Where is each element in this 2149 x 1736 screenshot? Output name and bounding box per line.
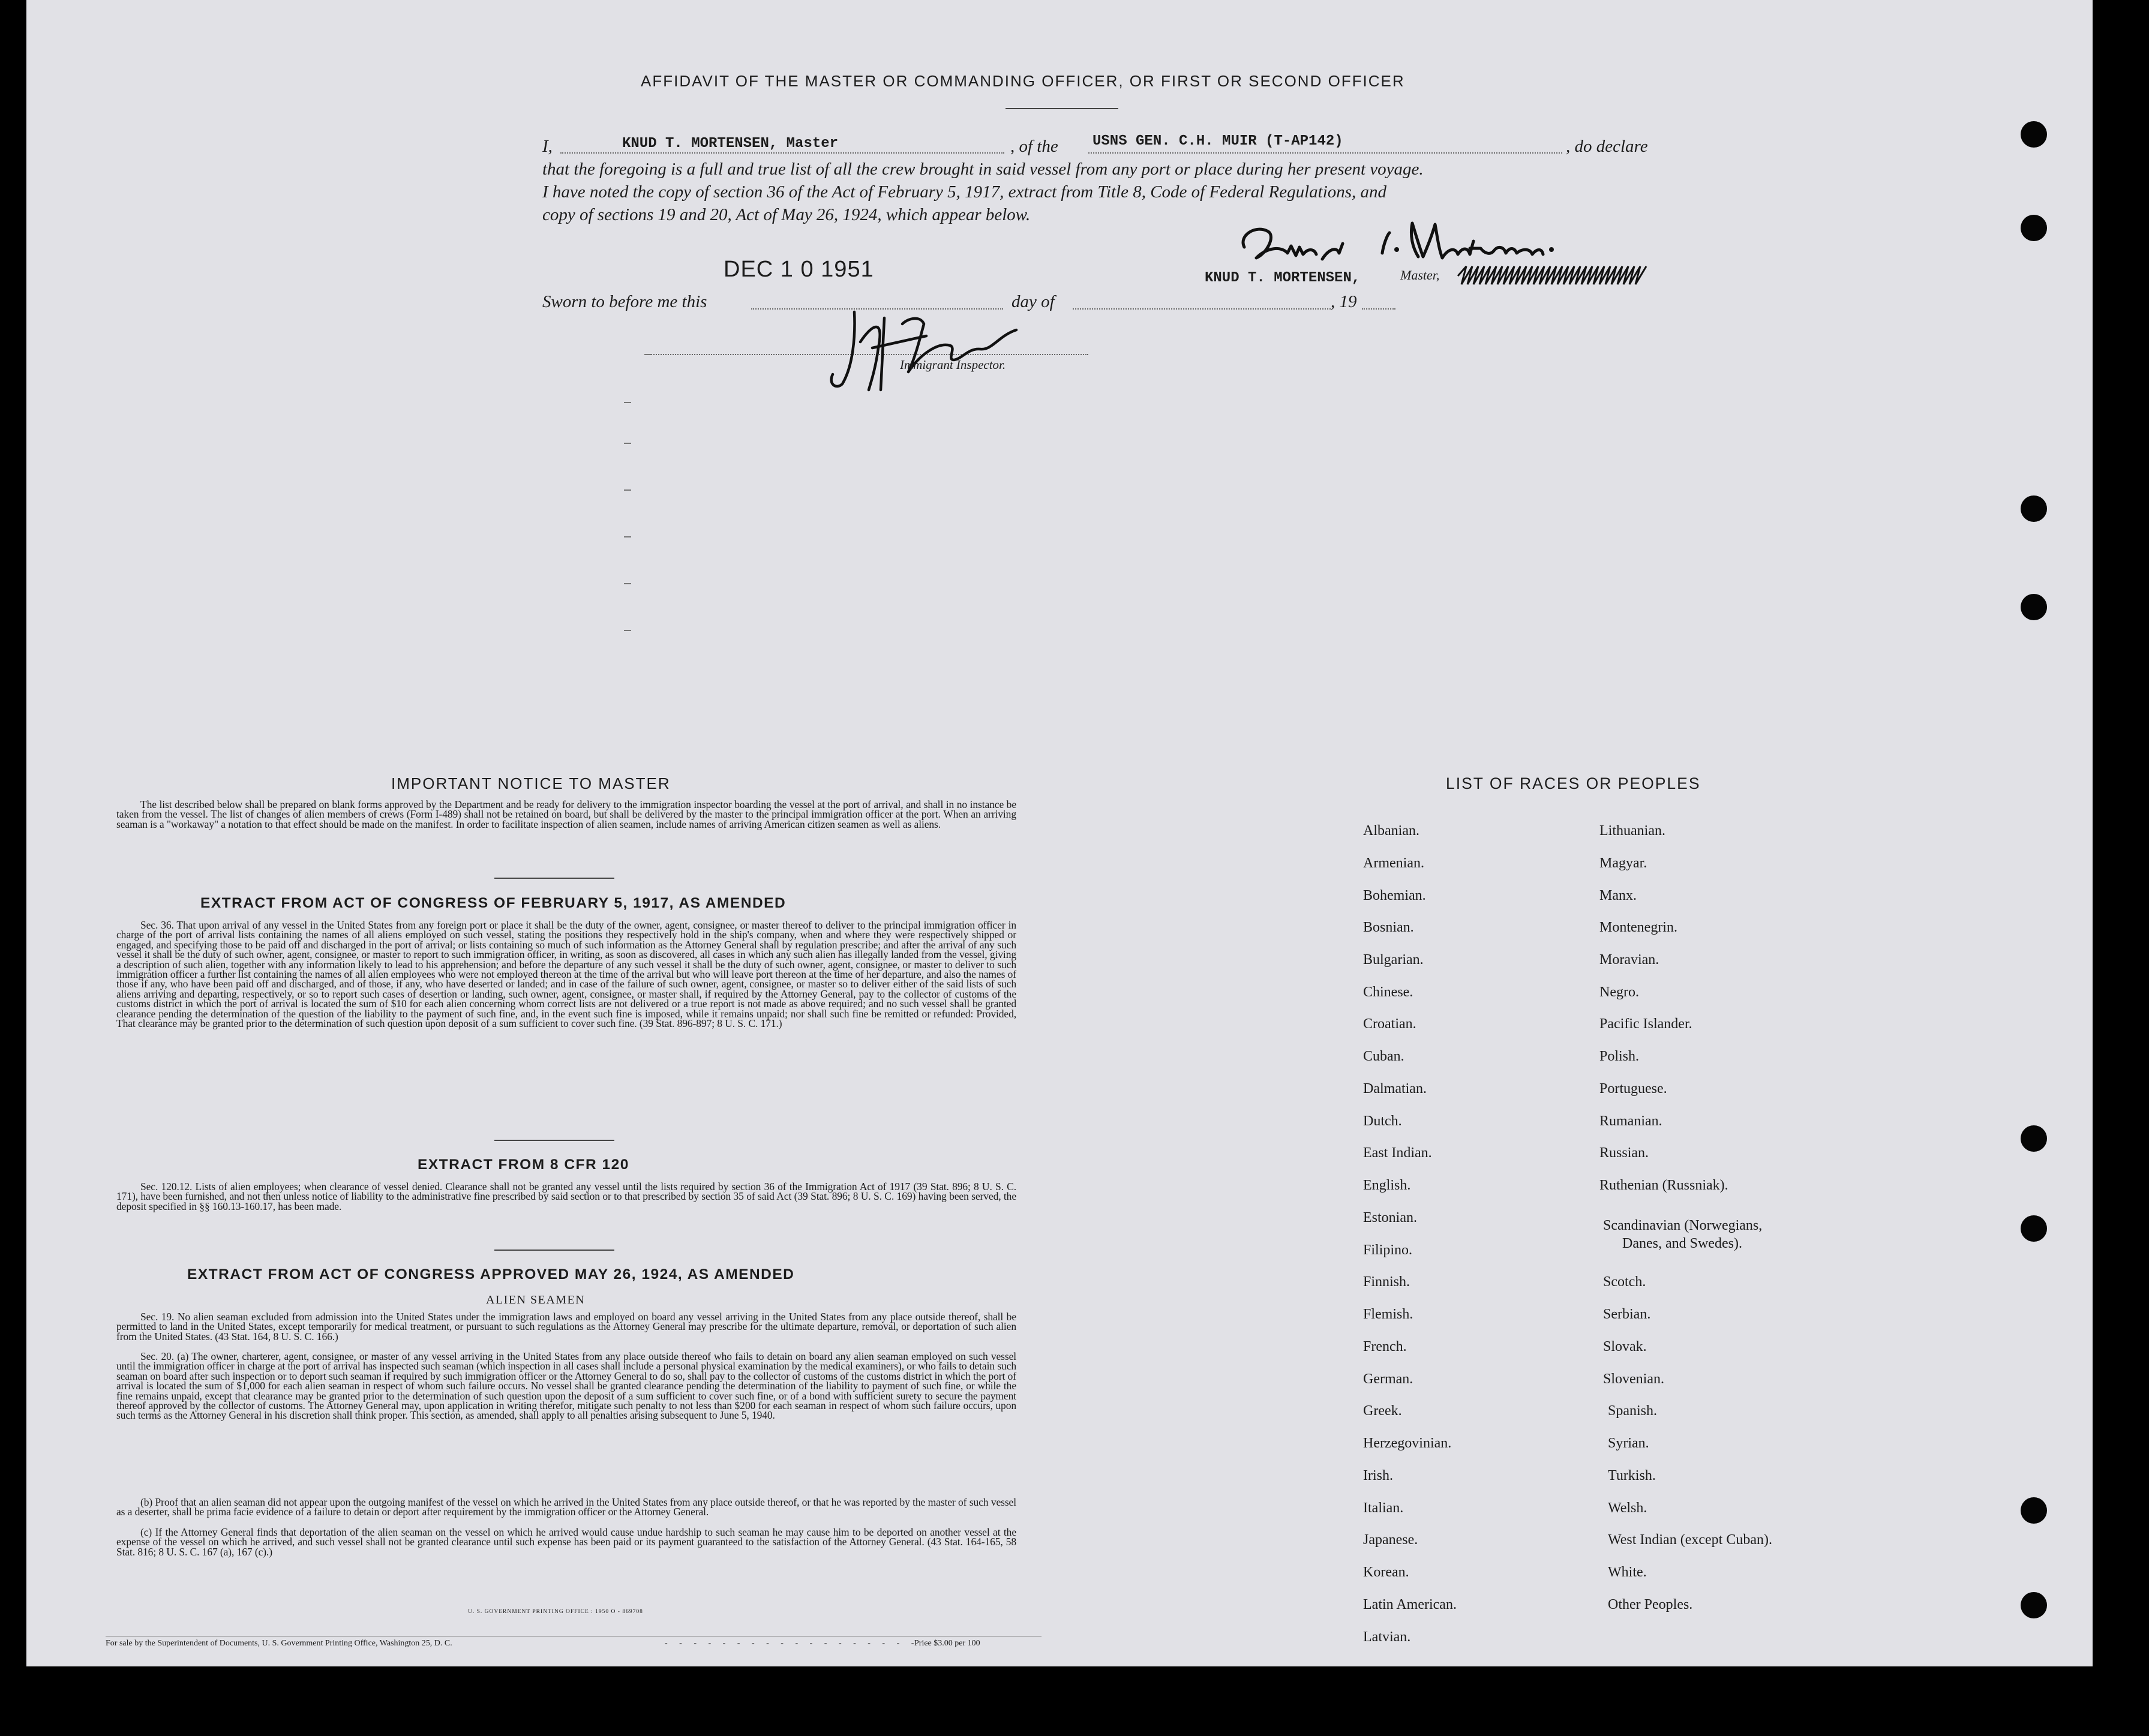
race-right-item: Manx. — [1599, 888, 1637, 903]
race-right-item: Lithuanian. — [1599, 823, 1665, 839]
race-left-item: Finnish. — [1363, 1274, 1410, 1290]
race-right-item: Ruthenian (Russniak). — [1599, 1178, 1728, 1193]
race-right-item: Montenegrin. — [1599, 920, 1677, 935]
punch-hole — [2021, 495, 2047, 522]
race-right-item: West Indian (except Cuban). — [1608, 1532, 1772, 1548]
race-right-item: Spanish. — [1608, 1403, 1658, 1419]
affidavit-title: AFFIDAVIT OF THE MASTER OR COMMANDING OFFICER, OR FIRST OR SECOND OFFICER — [641, 72, 1405, 90]
punch-hole — [2021, 1215, 2047, 1242]
struck-text — [1457, 264, 1661, 288]
notice-text: The list described below shall be prepared on blank forms approved by the Department and be ready for delivery to the immigration inspector boarding the vessel at the port of arrival, and shall in no instance be taken from the vessel. The list of changes of alien members of crews (Form I-489) shall not be retained on board, but shall be delivered by the master to the principal immigration officer at the port. When an arriving seaman is a "workaway" a notation to that effect should be made on the manifest. In order to facilitate inspection of alien seamen, include names of arriving American citizen seamen as well as aliens. — [116, 798, 1016, 830]
race-left-item: Irish. — [1363, 1468, 1393, 1483]
race-right-item: Slovenian. — [1603, 1371, 1664, 1387]
extract-cfr-text: Sec. 120.12. Lists of alien employees; when clearance of vessel denied. Clearance shall not be granted any vessel until the lists required by section 36 of the Immigration Act of 1917 (39 Stat. 896; 8 U. S. C. 171), have been furnished, and not then unless notice of liability to the administrative fine prescribed by said section or to that prescribed by section 35 of said Act (39 Stat. 896; 8 U. S. C. 169) having been served, the deposit specified in §§ 160.13-160.17, has been made. — [116, 1181, 1016, 1212]
race-left-item: Herzegovinian. — [1363, 1435, 1452, 1451]
race-left-item: Dutch. — [1363, 1113, 1402, 1129]
punch-hole — [2021, 121, 2047, 148]
do-declare-label: , do declare — [1566, 137, 1648, 156]
race-left-item: Croatian. — [1363, 1016, 1416, 1032]
master-name-field[interactable]: KNUD T. MORTENSEN, Master — [622, 136, 839, 152]
race-left-item: Bohemian. — [1363, 888, 1426, 903]
extract-cfr-title: EXTRACT FROM 8 CFR 120 — [418, 1157, 629, 1173]
race-right-item: White. — [1608, 1564, 1647, 1580]
inspector-label: Immigrant Inspector. — [900, 358, 1006, 372]
race-left-item: East Indian. — [1363, 1145, 1432, 1161]
race-right-item: Serbian. — [1603, 1306, 1651, 1322]
race-left-item: Bulgarian. — [1363, 952, 1424, 968]
race-left-item: Albanian. — [1363, 823, 1419, 839]
race-right-item: Syrian. — [1608, 1435, 1649, 1451]
race-left-item: Dalmatian. — [1363, 1081, 1427, 1097]
declaration-line-2: that the foregoing is a full and true list of all the crew brought in said vessel from any port or place during her present voyage. — [542, 160, 1424, 179]
race-left-item: German. — [1363, 1371, 1413, 1387]
title-divider — [1006, 108, 1118, 109]
year-label: , 19 — [1331, 292, 1357, 311]
punch-hole — [2021, 1592, 2047, 1618]
extract-1917-text: Sec. 36. That upon arrival of any vessel in the United States from any foreign port or place it shall be the duty of the owner, agent, consignee, or master thereof to deliver to the principal immigration officer in charge of the port of arrival lists containing the names of all aliens employed on such vessel, stating the positions they respectively hold in the ship's company, when and where they were respectively shipped or engaged, and specifying those to be paid off and discharged in the port of arrival; or lists containing so much of such information as the Attorney General shall by regulation prescribe; and after the arrival of any such vessel it shall be the duty of such owner, agent, consignee, or master to report to such immigration officer, in writing, as soon as discovered, all cases in which any such alien has illegally landed from the vessel, giving a description of such alien, together with any information likely to lead to his apprehension; and before the departure of any such vessel it shall be the duty of such owner, agent, consignee, or master to deliver to such immigration officer a further list containing the names of all alien employees who were not employed thereon at the time of the arrival but who will leave port thereon at the time of her departure, and also the names of those if any, who have been paid off and discharged, and of those, if any, who have deserted or landed; and in case of the failure of such owner, agent, consignee, or master so to deliver either of the said lists of such aliens arriving and departing, respectively, or so to report such cases of desertion or landing, such owner, agent, consignee, or master shall, if required by the Attorney General, pay to the collector of customs of the customs district in which the port of arrival is located the sum of $10 for each alien concerning whom correct lists are not delivered or a true report is not made as above required; and no such vessel shall be granted clearance pending the determination of the question of the liability to the payment of such fine, and, in the event such fine is imposed, while it remains unpaid; nor shall such fine be remitted or refunded: Provided, That clearance may be granted prior to the determination of such question upon deposit of a sum sufficient to cover such fine. (39 Stat. 896-897; 8 U. S. C. 171.) — [116, 919, 1016, 1030]
race-right-item: Other Peoples. — [1608, 1597, 1693, 1612]
extract-1917-title: EXTRACT FROM ACT OF CONGRESS OF FEBRUARY 5, 1917, AS AMENDED — [200, 895, 787, 911]
punch-hole — [2021, 594, 2047, 620]
race-left-item: Armenian. — [1363, 855, 1424, 871]
inspector-signature — [818, 300, 1022, 396]
race-left-item: Korean. — [1363, 1564, 1409, 1580]
extract-1924-sec20c: (c) If the Attorney General finds that deportation of the alien seaman on the vessel on which he arrived would cause undue hardship to such seaman he may cause him to be deported on another vessel at the expense of the vessel on which he arrived, and such vessel shall not be granted clearance until such expense has been paid or its payment guaranteed to the satisfaction of the Attorney General. (43 Stat. 164-165, 58 Stat. 816; 8 U. S. C. 167 (a), 167 (c).) — [116, 1526, 1016, 1558]
race-right-item: Scandinavian (Norwegians, — [1603, 1218, 1763, 1233]
race-right-item: Moravian. — [1599, 952, 1659, 968]
race-right-item: Polish. — [1599, 1049, 1640, 1064]
price-notice: Price $3.00 per 100 — [914, 1639, 980, 1648]
race-right-item: Negro. — [1599, 984, 1639, 1000]
vessel-name-field[interactable]: USNS GEN. C.H. MUIR (T-AP142) — [1092, 133, 1343, 149]
extract-1924-sec20b: (b) Proof that an alien seaman did not appear upon the outgoing manifest of the vessel on which he arrived in the United States from any place outside thereof, or that he was reported by the master of such vessel as a deserter, shall be prima facie evidence of a failure to detain or deport after requirement by the immigration officer or the Attorney General. — [116, 1496, 1016, 1518]
race-right-item: Slovak. — [1603, 1339, 1647, 1354]
of-the-label: , of the — [1010, 137, 1058, 156]
punch-hole — [2021, 1497, 2047, 1524]
race-left-item: Greek. — [1363, 1403, 1402, 1419]
race-right-item: Russian. — [1599, 1145, 1649, 1161]
race-left-item: Latin American. — [1363, 1597, 1457, 1612]
date-stamp: DEC 1 0 1951 — [724, 257, 874, 282]
extract-1924-title: EXTRACT FROM ACT OF CONGRESS APPROVED MAY 26, 1924, AS AMENDED — [187, 1266, 795, 1283]
sale-notice: For sale by the Superintendent of Documents, U. S. Government Printing Office, Washington 25, D. C. — [106, 1639, 452, 1648]
alien-seamen-subtitle: ALIEN SEAMEN — [486, 1293, 586, 1306]
extract-1924-sec19: Sec. 19. No alien seaman excluded from admission into the United States under the immigration laws and employed on board any vessel arriving in the United States from any place outside thereof, shall be permitted to land in the United States, except temporarily for medical treatment, or pursuant to such regulations as the Attorney General may prescribe for the ultimate departure, removal, or deportation of such alien from the United States. (43 Stat. 164, 8 U. S. C. 166.) — [116, 1311, 1016, 1342]
race-left-item: Cuban. — [1363, 1049, 1404, 1064]
race-right-item: Turkish. — [1608, 1468, 1656, 1483]
signer-title: Master, — [1400, 268, 1440, 283]
extract-1924-sec20a: Sec. 20. (a) The owner, charterer, agent, consignee, or master of any vessel arriving in the United States from any place outside thereof who fails to detain on board any alien seaman employed on such vessel until the immigration officer in charge at the port of arrival has inspected such seaman (which inspection in all cases shall include a personal physical examination by the medical examiners), or who fails to detain such seaman on board after such inspection or to deport such seaman if required by such immigration officer or the Attorney General to do so, shall pay to the collector of customs of the customs district in which the port of arrival is located the sum of $1,000 for each alien seaman in respect of whom such failure occurs. No vessel shall be granted clearance pending the determination of the liability to payment of such fine, or while the fine remains unpaid, except that clearance may be granted prior to the determination of such question upon the deposit of a sum sufficient to cover such fine, or of a bond with sufficient surety to secure the payment thereof approved by the collector of customs. The Attorney General may, upon application in writing therefor, mitigate such penalty to not less than $200 for each seaman in respect of whom such failure occurs, upon such terms as the Attorney General in his discretion shall think proper. This section, as amended, shall apply to all penalties arising subsequent to June 5, 1940. — [116, 1350, 1016, 1422]
race-right-item: Scotch. — [1603, 1274, 1646, 1290]
race-left-item: Chinese. — [1363, 984, 1413, 1000]
race-right-item: Magyar. — [1599, 855, 1647, 871]
race-left-item: Flemish. — [1363, 1306, 1413, 1322]
race-right-item: Welsh. — [1608, 1500, 1647, 1516]
race-left-item: Bosnian. — [1363, 920, 1414, 935]
sale-dashes: - - - - - - - - - - - - - - - - - - - — [665, 1639, 934, 1648]
punch-hole — [2021, 215, 2047, 241]
i-label: I, — [542, 137, 553, 156]
notice-title: IMPORTANT NOTICE TO MASTER — [391, 774, 671, 792]
punch-hole — [2021, 1125, 2047, 1152]
day-of-label: day of — [1012, 292, 1055, 311]
declaration-line-4: copy of sections 19 and 20, Act of May 26, 1924, which appear below. — [542, 205, 1031, 224]
race-left-item: Filipino. — [1363, 1242, 1413, 1258]
race-left-item: Latvian. — [1363, 1629, 1411, 1645]
sworn-label: Sworn to before me this — [542, 292, 707, 311]
race-left-item: Estonian. — [1363, 1210, 1417, 1226]
races-title: LIST OF RACES OR PEOPLES — [1446, 774, 1701, 792]
race-left-item: English. — [1363, 1178, 1411, 1193]
form-sheet — [26, 0, 2093, 1666]
race-right-item: Rumanian. — [1599, 1113, 1662, 1129]
declaration-line-3: I have noted the copy of section 36 of the Act of February 5, 1917, extract from Title 8, Code of Federal Regulations, and — [542, 182, 1387, 202]
gpo-imprint: U. S. GOVERNMENT PRINTING OFFICE : 1950 O - 869708 — [468, 1609, 643, 1615]
race-right-item: Pacific Islander. — [1599, 1016, 1692, 1032]
race-left-item: Italian. — [1363, 1500, 1404, 1516]
race-right-item: Danes, and Swedes). — [1622, 1236, 1742, 1251]
race-right-item: Portuguese. — [1599, 1081, 1667, 1097]
signer-name: KNUD T. MORTENSEN, — [1205, 270, 1361, 286]
race-left-item: French. — [1363, 1339, 1407, 1354]
race-left-item: Japanese. — [1363, 1532, 1418, 1548]
